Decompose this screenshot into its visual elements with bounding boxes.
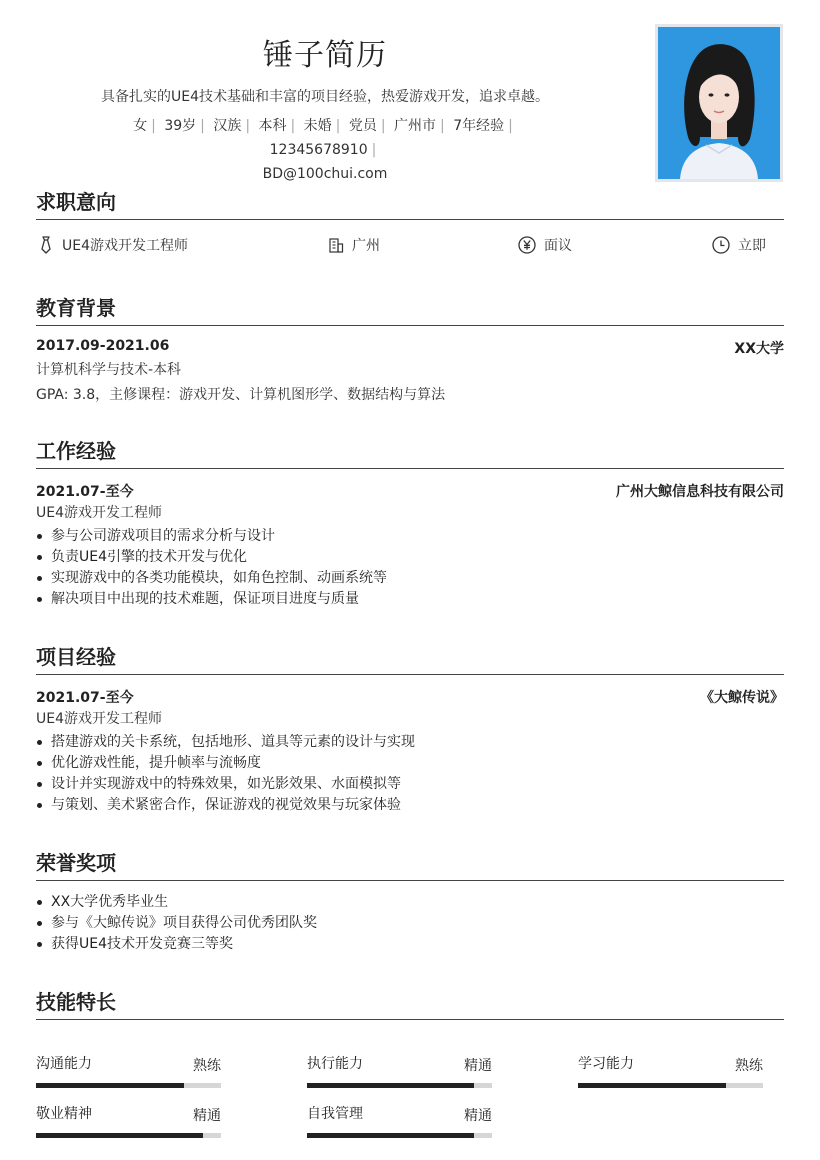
divider: | xyxy=(371,142,377,158)
list-item: 搭建游戏的关卡系统，包括地形、道具等元素的设计与实现 xyxy=(36,732,776,753)
skill-name: 沟通能力 xyxy=(36,1056,92,1072)
building-icon xyxy=(328,237,344,253)
skill-level: 精通 xyxy=(464,1058,492,1074)
skill-bar-track xyxy=(36,1133,221,1138)
info-experience: 7年经验 xyxy=(453,118,505,134)
work-company: 广州大鲸信息科技有限公司 xyxy=(616,484,784,500)
skill-bar-fill xyxy=(307,1133,474,1138)
skill-bar-fill xyxy=(36,1133,203,1138)
work-role: UE4游戏开发工程师 xyxy=(36,505,162,521)
skill-bar-fill xyxy=(578,1083,726,1088)
list-item: 优化游戏性能，提升帧率与流畅度 xyxy=(36,753,776,774)
skill-bar-fill xyxy=(307,1083,474,1088)
info-gender: 女 xyxy=(133,118,148,134)
section-title-education: 教育背景 xyxy=(36,296,116,320)
list-item: XX大学优秀毕业生 xyxy=(36,892,776,913)
intent-city xyxy=(328,234,380,256)
project-date: 2021.07-至今 xyxy=(36,690,134,706)
project-bullet-list xyxy=(36,732,776,816)
info-political: 党员 xyxy=(348,118,377,134)
divider: | xyxy=(380,118,386,134)
divider: | xyxy=(290,118,296,134)
skill-item xyxy=(36,1053,221,1093)
list-item: 解决项目中出现的技术难题，保证项目进度与质量 xyxy=(36,589,776,610)
intent-availability-text: 立即 xyxy=(738,238,766,254)
intent-salary xyxy=(518,234,572,256)
divider: | xyxy=(245,118,251,134)
profile-photo xyxy=(655,24,783,182)
list-item: 与策划、美术紧密合作，保证游戏的视觉效果与玩家体验 xyxy=(36,795,776,816)
skill-name: 自我管理 xyxy=(307,1106,363,1122)
list-item: 实现游戏中的各类功能模块，如角色控制、动画系统等 xyxy=(36,568,776,589)
work-bullet-list xyxy=(36,526,776,610)
info-email: BD@100chui.com xyxy=(262,166,388,182)
skill-level: 熟练 xyxy=(193,1058,221,1074)
section-divider xyxy=(36,880,784,881)
skill-name: 学习能力 xyxy=(578,1056,634,1072)
skill-level: 精通 xyxy=(464,1108,492,1124)
work-date: 2021.07-至今 xyxy=(36,484,134,500)
skill-bar-track xyxy=(36,1083,221,1088)
skill-item xyxy=(36,1103,221,1143)
project-role: UE4游戏开发工程师 xyxy=(36,711,162,727)
skill-name: 执行能力 xyxy=(307,1056,363,1072)
education-date: 2017.09-2021.06 xyxy=(36,338,170,354)
info-city: 广州市 xyxy=(394,118,437,134)
divider: | xyxy=(508,118,513,134)
yen-icon xyxy=(518,236,536,254)
intent-availability xyxy=(712,234,766,256)
divider: | xyxy=(151,118,156,134)
divider: | xyxy=(200,118,205,134)
portrait-illustration xyxy=(658,27,780,179)
skill-level: 熟练 xyxy=(735,1058,763,1074)
info-degree: 本科 xyxy=(258,118,287,134)
skill-bar-track xyxy=(578,1083,763,1088)
section-title-honors: 荣誉奖项 xyxy=(36,851,116,875)
section-title-skills: 技能特长 xyxy=(36,990,116,1014)
list-item: 设计并实现游戏中的特殊效果，如光影效果、水面模拟等 xyxy=(36,774,776,795)
skill-bar-track xyxy=(307,1133,492,1138)
intent-city-text: 广州 xyxy=(352,238,380,254)
tie-icon xyxy=(38,236,54,254)
info-age: 39岁 xyxy=(164,118,197,134)
list-item: 参与公司游戏项目的需求分析与设计 xyxy=(36,526,776,547)
skill-item xyxy=(578,1053,763,1093)
intent-salary-text: 面议 xyxy=(544,238,572,254)
list-item: 参与《大鲸传说》项目获得公司优秀团队奖 xyxy=(36,913,776,934)
clock-icon xyxy=(712,236,730,254)
section-divider xyxy=(36,674,784,675)
list-item: 负责UE4引擎的技术开发与优化 xyxy=(36,547,776,568)
education-school: XX大学 xyxy=(734,341,784,357)
info-marital: 未婚 xyxy=(303,118,332,134)
section-title-project: 项目经验 xyxy=(36,645,116,669)
info-phone: 12345678910 xyxy=(269,142,368,158)
project-name: 《大鲸传说》 xyxy=(700,690,784,706)
skill-bar-track xyxy=(307,1083,492,1088)
intent-position-text: UE4游戏开发工程师 xyxy=(62,238,188,254)
intent-position xyxy=(38,234,188,256)
section-divider xyxy=(36,219,784,220)
education-major: 计算机科学与技术-本科 xyxy=(36,362,182,378)
skill-bar-fill xyxy=(36,1083,184,1088)
honors-bullet-list xyxy=(36,892,776,955)
section-title-work: 工作经验 xyxy=(36,439,116,463)
info-ethnicity: 汉族 xyxy=(213,118,242,134)
divider: | xyxy=(335,118,341,134)
skill-level: 精通 xyxy=(193,1108,221,1124)
education-detail: GPA: 3.8，主修课程：游戏开发、计算机图形学、数据结构与算法 xyxy=(36,387,446,403)
list-item: 获得UE4技术开发竞赛三等奖 xyxy=(36,934,776,955)
section-title-intent: 求职意向 xyxy=(36,190,116,214)
section-divider xyxy=(36,468,784,469)
skill-name: 敬业精神 xyxy=(36,1106,92,1122)
resume-title: 锤子简历 xyxy=(263,38,387,73)
resume-summary: 具备扎实的UE4技术基础和丰富的项目经验，热爱游戏开发，追求卓越。 xyxy=(101,89,549,105)
personal-info xyxy=(85,114,565,186)
skill-item xyxy=(307,1053,492,1093)
section-divider xyxy=(36,325,784,326)
skill-item xyxy=(307,1103,492,1143)
section-divider xyxy=(36,1019,784,1020)
divider: | xyxy=(440,118,445,134)
